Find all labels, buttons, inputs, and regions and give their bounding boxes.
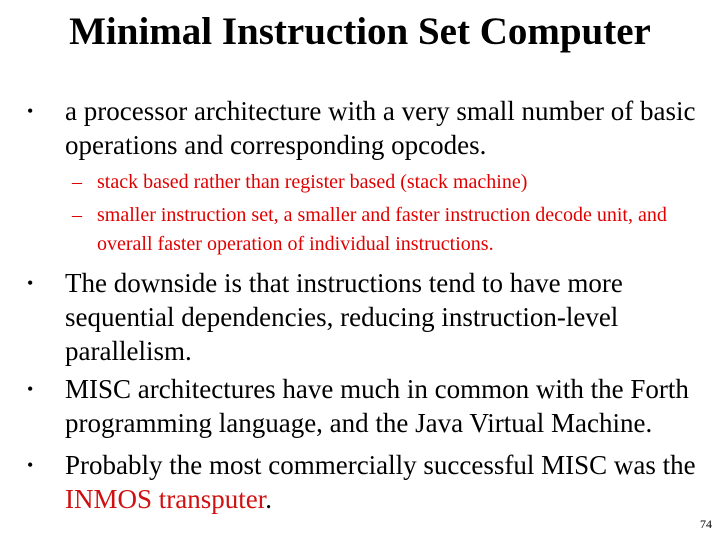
bullet-text: MISC architectures have much in common with the Forth programming language, and the Java Virtual Machine.: [65, 374, 689, 438]
bullet-text-before: Probably the most commercially successful MISC was the: [65, 450, 696, 480]
bullet-text: The downside is that instructions tend to have more sequential dependencies, reducing instruction-level parallelism.: [65, 268, 623, 366]
sub-bullet-2: [72, 201, 707, 259]
bullet-mark: •: [27, 273, 34, 293]
sub-bullet-mark: –: [72, 204, 82, 226]
sub-bullet-1: [72, 168, 707, 197]
bullet-text: [65, 448, 715, 516]
sub-bullet-text: stack based rather than register based (stack machine): [97, 171, 528, 193]
bullet-text-after: .: [265, 484, 272, 514]
bullet-4: [27, 448, 715, 516]
inmos-transputer-highlight: INMOS transputer: [65, 484, 266, 514]
bullet-1: [27, 94, 715, 162]
bullet-3: [27, 372, 715, 440]
bullet-mark: •: [27, 379, 34, 399]
bullet-text: a processor architecture with a very small number of basic operations and corresponding opcodes.: [65, 96, 696, 160]
page-number: 74: [700, 517, 712, 531]
slide-title: Minimal Instruction Set Computer: [69, 10, 651, 53]
sub-bullet-text: smaller instruction set, a smaller and faster instruction decode unit, and overall faster operation of individual instructions.: [97, 204, 667, 255]
bullet-mark: •: [27, 101, 34, 121]
sub-bullet-mark: –: [72, 171, 82, 193]
bullet-mark: •: [27, 455, 34, 475]
bullet-2: [27, 266, 715, 368]
